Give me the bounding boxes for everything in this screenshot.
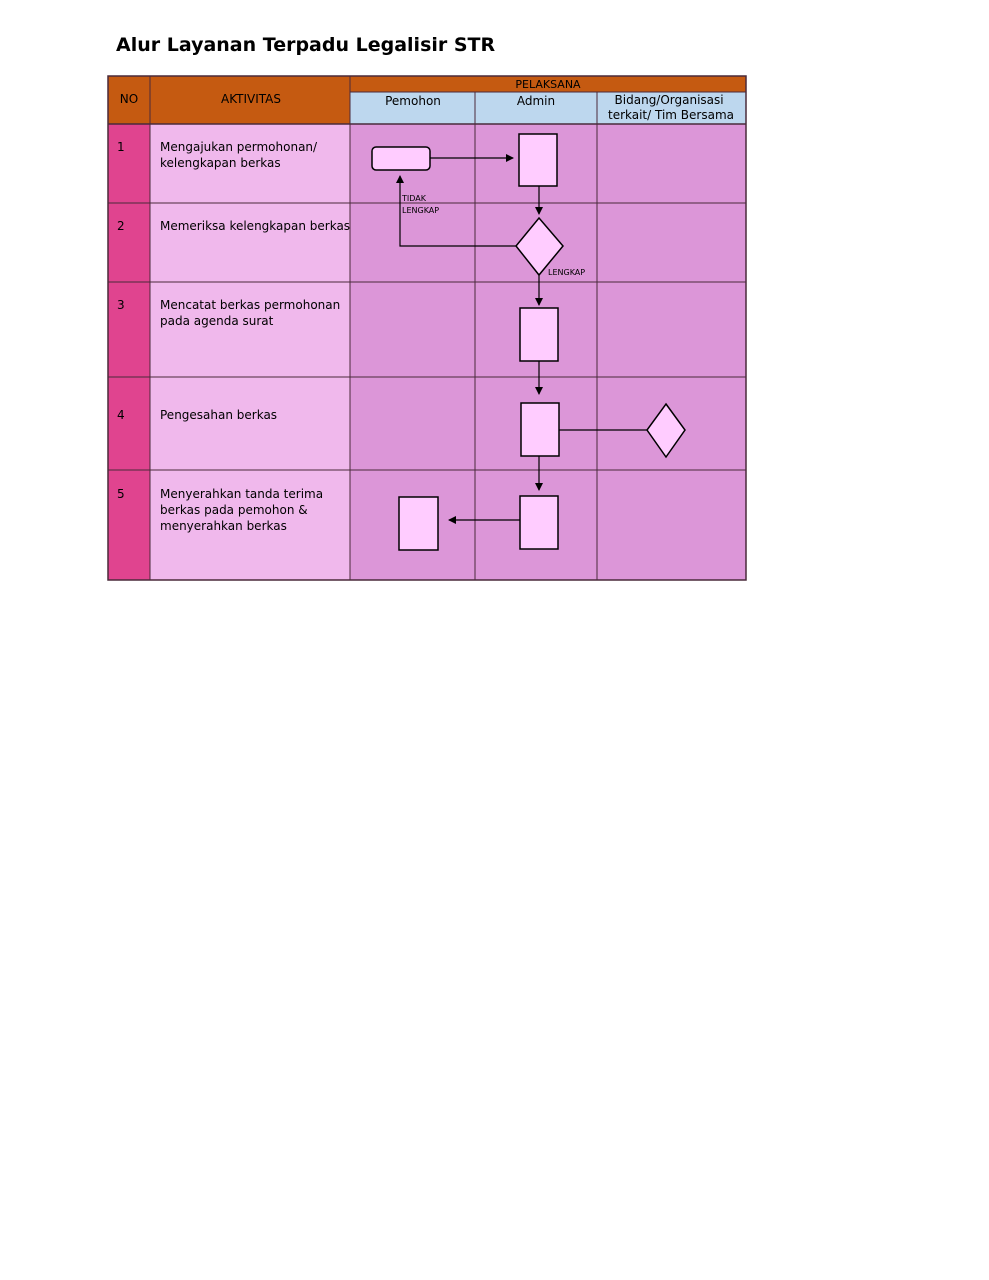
process-receive-pemohon [399, 497, 438, 550]
start-terminator [372, 147, 430, 170]
row-4-no: 4 [117, 408, 125, 422]
lane-header-admin: Admin [516, 94, 556, 108]
row-4-activity: Pengesahan berkas [160, 408, 278, 422]
row-5-activity: Menyerahkan tanda terima berkas pada pemohon & menyerahkan berkas [160, 487, 324, 533]
label-not-complete: TIDAK LENGKAP [402, 194, 440, 215]
row-3-no: 3 [117, 298, 125, 312]
process-submit-admin [519, 134, 557, 186]
row-1-activity: Mengajukan permohonan/ kelengkapan berkas [160, 140, 318, 170]
row-2-no: 2 [117, 219, 125, 233]
page-title: Alur Layanan Terpadu Legalisir STR [116, 34, 496, 56]
row-2-activity: Memeriksa kelengkapan berkas [160, 219, 351, 233]
lane-header-pemohon: Pemohon [385, 94, 441, 108]
lane-header-bidang: Bidang/Organisasi terkait/ Tim Bersama [607, 93, 735, 122]
header-no: NO [119, 92, 139, 106]
process-handover-admin [520, 496, 558, 549]
row-5-no: 5 [117, 487, 125, 501]
row-3-activity: Mencatat berkas permohonan pada agenda surat [160, 298, 341, 328]
process-approve-admin [521, 403, 559, 456]
header-executor: PELAKSANA [515, 78, 581, 91]
header-activity: AKTIVITAS [221, 92, 281, 106]
process-record-agenda [520, 308, 558, 361]
label-complete: LENGKAP [548, 268, 586, 277]
no-column [108, 124, 150, 580]
row-1-no: 1 [117, 140, 125, 154]
